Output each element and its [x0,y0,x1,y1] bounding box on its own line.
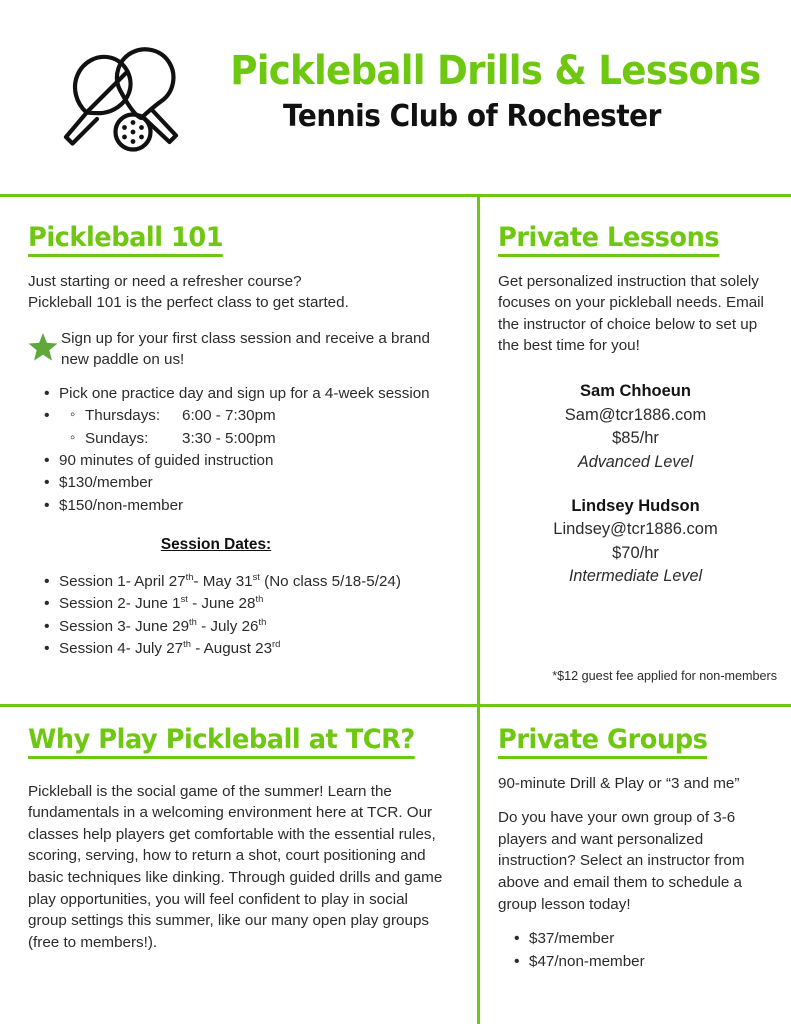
header-title-block [212,48,761,135]
list-item: • Pick one practice day and sign up for a 4-week session [59,383,449,405]
instructor-level: Advanced Level [577,452,694,471]
crossed-pickleball-paddles-with-ball-icon [52,32,212,160]
session-sup-1: th [183,638,191,650]
private-lessons-intro: Get personalized instruction that solely focuses on your pickleball needs. Email the instructor of choice below to set up the best time for you! [498,272,764,355]
practice-days-wrapper [59,405,449,450]
session-dates-heading: Session Dates: [160,536,272,554]
section-heading-pickleball-101: Pickleball 101 [28,223,223,257]
private-groups-prices [498,928,773,973]
section-heading-private-lessons: Private Lessons [498,223,719,257]
intro-line-1: Just starting or need a refresher course? [28,272,302,290]
day-time: 3:30 - 5:00pm [182,429,276,447]
session-label: Session 1- April 27 [59,573,186,591]
instructor-name: Lindsey Hudson [571,496,700,515]
session-label: Session 4- July 27 [59,640,184,658]
day-label: Thursdays: [85,407,161,425]
session-mid: - May 31 [193,573,253,591]
list-item-session-4 [59,638,449,660]
list-item: • $47/non-member [529,951,773,973]
session-label: Session 3- June 29 [59,617,190,635]
page-subtitle: Tennis Club of Rochester [283,99,661,135]
section-why-play [0,707,477,1024]
private-groups-body: Do you have your own group of 3-6 players and want personalized instruction? Select an instructor from above and email them to schedule a group lesson today! [498,809,745,913]
why-play-body: Pickleball is the social game of the summer! Learn the fundamentals in a welcoming environment here at TCR. Our classes help players get comfortable with the essential rules, scoring, serving, how to return a shot, court positioning and basic techniques like dinking. Through guided drills and game play opportunities, you will feel confident to play in social group settings this summer, like our many open play groups (free to members!). [28,782,443,951]
instructor-email[interactable]: Lindsey@tcr1886.com [553,520,718,539]
instructor-rate: $85/hr [612,429,659,448]
practice-days-list [59,405,449,450]
section-heading-why-play: Why Play Pickleball at TCR? [28,725,415,759]
session-sup-1: th [189,615,197,627]
intro-line-2: Pickleball 101 is the perfect class to get started. [28,294,349,312]
section-pickleball-101 [0,197,477,704]
pickleball-101-intro [28,271,449,314]
instructor-name: Sam Chhoeun [580,382,691,400]
session-mid: - June 28 [187,595,256,613]
list-item: • $37/member [529,928,773,950]
section-private-lessons [480,197,791,704]
session-sup-2: th [255,593,264,605]
list-item: • $150/non-member [59,495,449,517]
session-sup-2: th [258,615,267,627]
list-item-session-3 [59,616,449,638]
instructor-email[interactable]: Sam@tcr1886.com [564,405,707,424]
pickleball-101-bullets [28,383,449,517]
session-mid: - July 26 [196,617,259,635]
star-icon [28,332,58,362]
section-private-groups [480,707,791,1024]
session-mid: - August 23 [190,640,273,658]
list-item-thursdays [85,405,449,427]
private-lessons-intro-wrapper [498,271,773,357]
session-sup-1: th [185,571,194,582]
session-dates-list [28,571,449,660]
list-item-session-1 [59,571,449,593]
why-play-body-wrapper [28,781,449,954]
list-item: • $130/member [59,472,449,494]
session-sup-2: rd [272,638,281,650]
guest-fee-note: *$12 guest fee applied for non-members [552,669,777,683]
session-sup-2: st [252,571,260,582]
list-item-sundays [85,428,449,450]
instructor-card-lindsey [498,494,773,589]
private-groups-subtitle: 90-minute Drill & Play or “3 and me” [498,774,740,792]
session-label: Session 2- June 1 [59,595,181,613]
paddle-promo-callout [28,328,449,371]
instructor-card-sam [498,379,773,474]
page-title: Pickleball Drills & Lessons [230,48,761,94]
session-sup-1: st [180,593,188,605]
day-time: 6:00 - 7:30pm [182,407,276,425]
page-header [0,0,791,195]
instructor-level: Intermediate Level [568,567,703,586]
list-item: • 90 minutes of guided instruction [59,450,449,472]
list-item-session-2 [59,593,449,615]
day-label: Sundays: [85,429,149,447]
paddle-promo-text: Sign up for your first class session and receive a brand new paddle on us! [61,329,430,369]
private-groups-body-wrapper [498,807,773,915]
instructor-rate: $70/hr [612,543,659,562]
session-tail: (No class 5/18-5/24) [259,573,401,591]
section-heading-private-groups: Private Groups [498,725,707,759]
instructor-list [498,379,773,588]
